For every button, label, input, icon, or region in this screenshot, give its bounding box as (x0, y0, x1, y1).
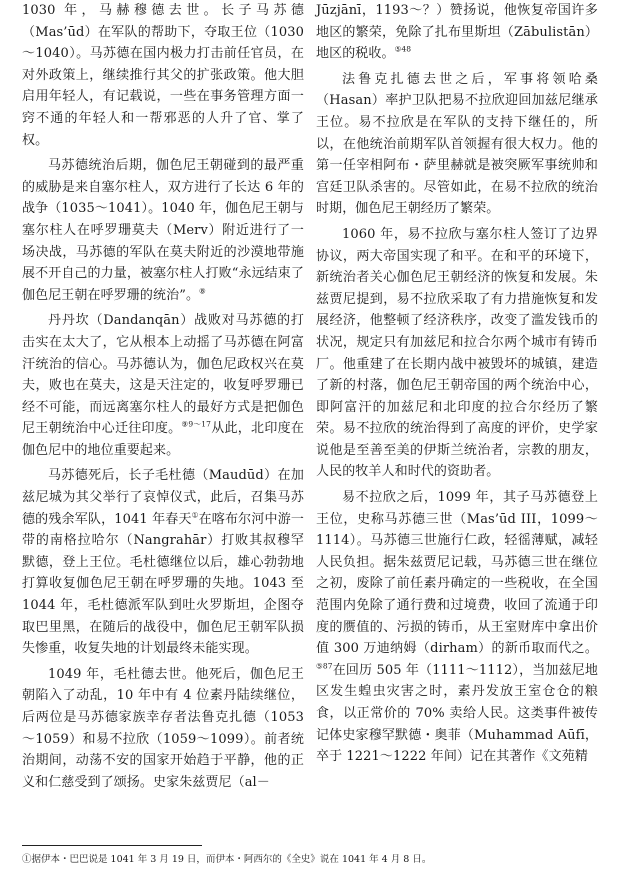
citation-mark: ⑤48 (394, 44, 412, 54)
paragraph: 马苏德死后，长子毛杜德（Maudūd）在加兹尼城为其父举行了哀悼仪式，此后，召集马苏德的残余军队，1041 年春天①在喀布尔河中游一带的南格拉哈尔（Nangrahār）打败其叔穆罕默德，登上王位。毛杜德继位以后，雄心勃勃地打算收复伽色尼王朝在呼罗珊的失地。1043 至 1044 年，毛杜德派军队到吐火罗斯坦，企图夺取巴里黑，在随后的战役中，伽色尼王朝军队损失惨重，收复失地的计划最终未能实现。 (22, 468, 304, 657)
citation-mark: ⑧ (199, 286, 206, 296)
left-column (22, 0, 304, 793)
paragraph: 丹丹坎（Dandanqān）战败对马苏德的打击实在太大了，它从根本上动摇了马苏德在阿富汗统治的信心。马苏德认为，伽色尼政权兴在莫夫，败也在莫夫，这是天注定的，收复呼罗珊已经不可能，而远离塞尔柱人的最好方式是把伽色尼王朝统治中心迁往印度。$^{⑨9\sim 17}$从此，北印度在伽色尼中的地位重要起来。 (22, 313, 305, 458)
paragraph: 法鲁克扎德去世之后，军事将领哈桑（Hasan）率护卫队把易不拉欣迎回加兹尼继承王位。易不拉欣是在军队的支持下继任的，所以，在他统治前期军队首领握有很大权力。他的第一任宰相阿布・萨里赫就是被突厥军事统帅和宫廷卫队杀害的。尽管如此，在易不拉欣的统治时期，伽色尼王朝经历了繁荣。 (316, 71, 598, 217)
paragraph: 1049 年，毛杜德去世。他死后，伽色尼王朝陷入了动乱，10 年中有 4 位素丹陆续继位，后两位是马苏德家族幸存者法鲁克扎德（1053～1059）和易不拉欣（1059～1099）。前者统治期间，动荡不安的国家开始趋于平静，他的正义和仁慈受到了颂扬。史家朱兹贾尼（al－ (22, 666, 304, 790)
paragraph: 1030 年，马赫穆德去世。长子马苏德（Mas’ūd）在军队的帮助下，夺取王位（1030～1040）。马苏德在国内极力打击前任官员，在对外政策上，继续推行其父的扩张政策。他大胆启用年轻人，有记载说，一些在事务管理方面一窍不通的年轻人和一帮邪恶的人升了官、掌了权。 (22, 3, 304, 148)
paragraph: 易不拉欣之后，1099 年，其子马苏德登上王位，史称马苏德三世（Mas’ūd III，1099～1114）。马苏德三世施行仁政，轻徭薄赋，减轻人民负担。据朱兹贾尼记载，马苏德三世在继位之初，废除了前任素丹确定的一些税收，在全国范围内免除了通行费和过境费，收回了流通于印度的赝值的、污损的铸币，从王室财库中拿出价值 300 万迪纳姆（dirham）的新币取而代之。$^{⑤87}$在回历 505 年（1111～1112），当加兹尼地区发生蝗虫灾害之时，素丹发放王室仓仓的粮食，以正常价的 70% 卖给人民。这类事件被传记体史家穆罕默德・奥菲（Muhammad Aūfī，卒于 1221～1222 年间）记在其著作《文苑精 (316, 490, 598, 765)
paragraph: Jūzjānī，1193～？）赞扬说，他恢复帝国许多地区的繁荣，免除了扎布里斯坦（Zābulistān）地区的税收。$^{⑤48}$ (316, 3, 598, 62)
paragraph: 马苏德统治后期，伽色尼王朝碰到的最严重的威胁是来自塞尔柱人，双方进行了长达 6 年的战争（1035～1041）。1040 年，伽色尼王朝与塞尔柱人在呼罗珊莫夫（Merv）附近进行了一场决战，马苏德的军队在莫夫附近的沙漠地带施展不开自己的力量，被塞尔柱人打败“永远结束了伽色尼王朝在呼罗珊的统治”。⑧ (22, 158, 304, 303)
footnote: ①据伊本・巴巴说是 1041 年 3 月 19 日，而伊本・阿西尔的《全史》说在 1041 年 4 月 8 日。 (22, 854, 432, 865)
paragraph: 1060 年，易不拉欣与塞尔柱人签订了边界协议，两大帝国实现了和平。在和平的环境下，新统治者关心伽色尼王朝经济的恢复和发展。朱兹贾尼提到，易不拉欣采取了有力措施恢复和发展经济，他整顿了经济秩序，改变了滥发钱币的状况，规定只有加兹尼和拉合尔两个城市有铸币厂。他重建了在长期内战中被毁坏的城镇，建造了新的村落，伽色尼王朝帝国的两个统治中心，即阿富汗的加兹尼和北印度的拉合尔经历了繁荣。易不拉欣的统治得到了高度的评价，史学家说他是至善至美的伊斯兰统治者，宗教的朋友，人民的牧羊人和时代的资助者。 (316, 226, 598, 480)
citation-mark: ⑤87 (316, 661, 333, 671)
right-column (316, 0, 598, 768)
citation-mark: ⑨9～17 (181, 419, 212, 429)
footnote-ref[interactable]: ① (191, 510, 199, 520)
footnote-divider (22, 845, 202, 846)
